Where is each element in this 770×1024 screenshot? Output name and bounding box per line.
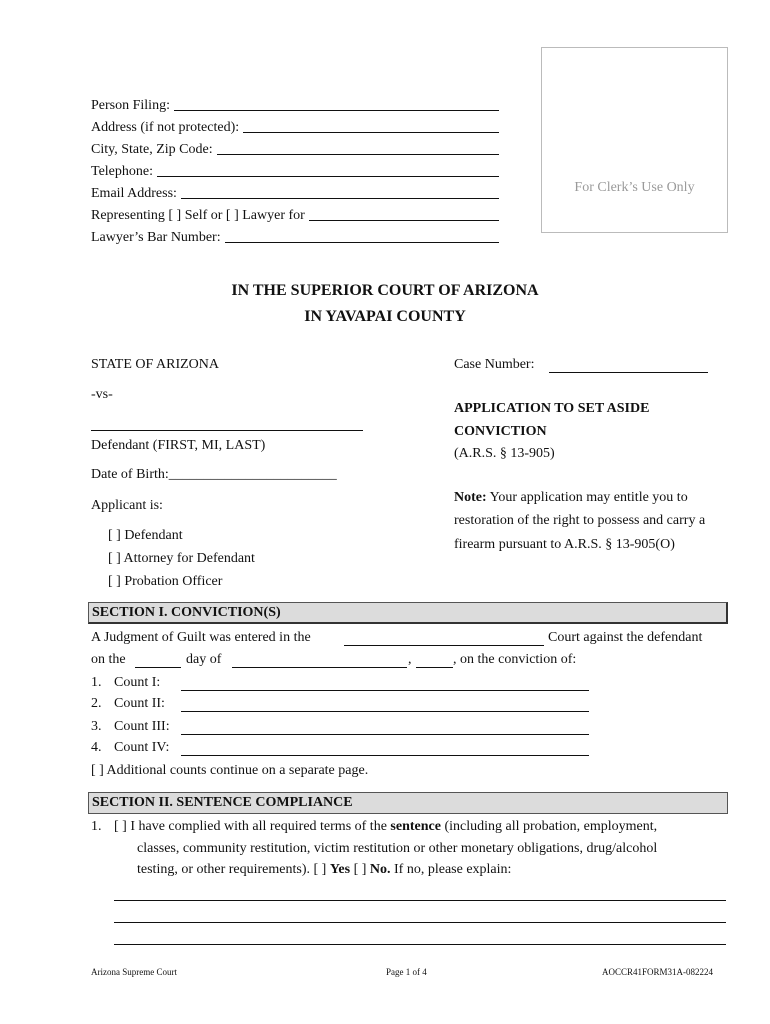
compliance-line1[interactable] [114, 819, 657, 835]
compliance-line3-c: If no, please explain: [390, 862, 512, 877]
applicant-option-attorney[interactable]: [ ] Attorney for Defendant [108, 551, 255, 566]
court-title: IN THE SUPERIOR COURT OF ARIZONA [231, 282, 539, 299]
compliance-line3-a: testing, or other requirements). [ ] [137, 862, 330, 877]
explain-line-2[interactable] [114, 922, 726, 923]
compliance-item-num: 1. [91, 819, 102, 834]
day-input[interactable] [135, 667, 181, 668]
statute-reference: (A.R.S. § 13-905) [454, 446, 555, 461]
footer-form-code: AOCCR41FORM31A-082224 [602, 967, 714, 977]
dob-input[interactable]: ________________________ [168, 467, 337, 482]
clerk-use-box [541, 47, 728, 233]
applicant-option-defendant[interactable]: [ ] Defendant [108, 528, 183, 543]
count-3-input[interactable] [181, 734, 589, 735]
section1-heading: SECTION I. CONVICTION(S) [88, 602, 728, 624]
additional-counts-checkbox[interactable]: [ ] Additional counts continue on a separate page. [91, 763, 369, 778]
telephone-field[interactable] [91, 160, 499, 180]
year-input[interactable] [416, 667, 453, 668]
representing-field[interactable] [91, 204, 499, 224]
judgment-line2-a: on the [91, 652, 126, 667]
judgment-line1-a: A Judgment of Guilt was entered in the [91, 630, 311, 645]
explain-line-1[interactable] [114, 900, 726, 901]
compliance-sentence-word: sentence [390, 819, 441, 834]
count-4-input[interactable] [181, 755, 589, 756]
dob-field[interactable] [91, 467, 337, 483]
court-name-input[interactable] [344, 645, 544, 646]
address-field[interactable] [91, 116, 499, 136]
judgment-line2-d: , on the conviction of: [453, 652, 577, 667]
telephone-input[interactable] [157, 162, 499, 177]
person-filing-label: Person Filing: [91, 98, 170, 113]
note-line3: firearm pursuant to A.R.S. § 13-905(O) [454, 537, 675, 552]
count-4-num: 4. [91, 740, 102, 755]
note-line1 [454, 490, 688, 506]
judgment-line1-b: Court against the defendant [548, 630, 703, 645]
defendant-name-input[interactable] [91, 430, 363, 431]
versus-label: -vs- [91, 387, 113, 402]
count-1-num: 1. [91, 675, 102, 690]
applicant-label: Applicant is: [91, 498, 163, 513]
bar-number-field[interactable] [91, 226, 499, 246]
footer-left: Arizona Supreme Court [91, 967, 177, 977]
yes-option[interactable]: Yes [329, 862, 351, 877]
court-county: IN YAVAPAI COUNTY [304, 308, 466, 325]
note-text1: Your application may entitle you to [486, 490, 688, 505]
count-2-label: Count II: [114, 696, 165, 711]
representing-label: Representing [ ] Self or [ ] Lawyer for [91, 208, 305, 223]
application-title-line2: CONVICTION [454, 424, 547, 439]
explain-line-3[interactable] [114, 944, 726, 945]
dob-label: Date of Birth: [91, 467, 169, 482]
clerk-use-label: For Clerk’s Use Only [574, 180, 695, 195]
person-filing-input[interactable] [174, 96, 499, 111]
count-3-num: 3. [91, 719, 102, 734]
application-title-line1: APPLICATION TO SET ASIDE [454, 401, 650, 416]
count-1-label: Count I: [114, 675, 161, 690]
compliance-line1-b: (including all probation, employment, [440, 819, 658, 834]
city-state-zip-label: City, State, Zip Code: [91, 142, 213, 157]
count-4-label: Count IV: [114, 740, 170, 755]
city-state-zip-field[interactable] [91, 138, 499, 158]
judgment-line2-c: , [408, 652, 412, 667]
plaintiff-name: STATE OF ARIZONA [91, 357, 219, 372]
note-line2: restoration of the right to possess and carry a [454, 513, 706, 528]
email-input[interactable] [181, 184, 499, 199]
month-input[interactable] [232, 667, 407, 668]
compliance-line3-b: [ ] [350, 862, 370, 877]
email-label: Email Address: [91, 186, 177, 201]
case-number-input[interactable] [549, 372, 708, 373]
count-3-label: Count III: [114, 719, 170, 734]
address-label: Address (if not protected): [91, 120, 240, 135]
bar-number-input[interactable] [225, 228, 499, 243]
city-state-zip-input[interactable] [217, 140, 499, 155]
compliance-line2: classes, community restitution, victim restitution or other monetary obligations, drug/alcohol [137, 841, 658, 856]
count-1-input[interactable] [181, 690, 589, 691]
case-number-label: Case Number: [454, 357, 535, 372]
representing-input[interactable] [309, 206, 499, 221]
judgment-line2-b: day of [186, 652, 222, 667]
count-2-input[interactable] [181, 711, 589, 712]
count-2-num: 2. [91, 696, 102, 711]
telephone-label: Telephone: [91, 164, 153, 179]
compliance-line3 [137, 862, 511, 878]
address-input[interactable] [243, 118, 499, 133]
bar-number-label: Lawyer’s Bar Number: [91, 230, 221, 245]
compliance-line1-a: [ ] I have complied with all required terms of the [114, 819, 391, 834]
email-field[interactable] [91, 182, 499, 202]
footer-page-number: Page 1 of 4 [386, 967, 427, 977]
defendant-label: Defendant (FIRST, MI, LAST) [91, 438, 266, 453]
section2-heading: SECTION II. SENTENCE COMPLIANCE [88, 792, 728, 814]
applicant-option-probation[interactable]: [ ] Probation Officer [108, 574, 223, 589]
no-option[interactable]: No. [369, 862, 391, 877]
note-label: Note: [454, 490, 487, 505]
person-filing-field[interactable] [91, 94, 499, 114]
